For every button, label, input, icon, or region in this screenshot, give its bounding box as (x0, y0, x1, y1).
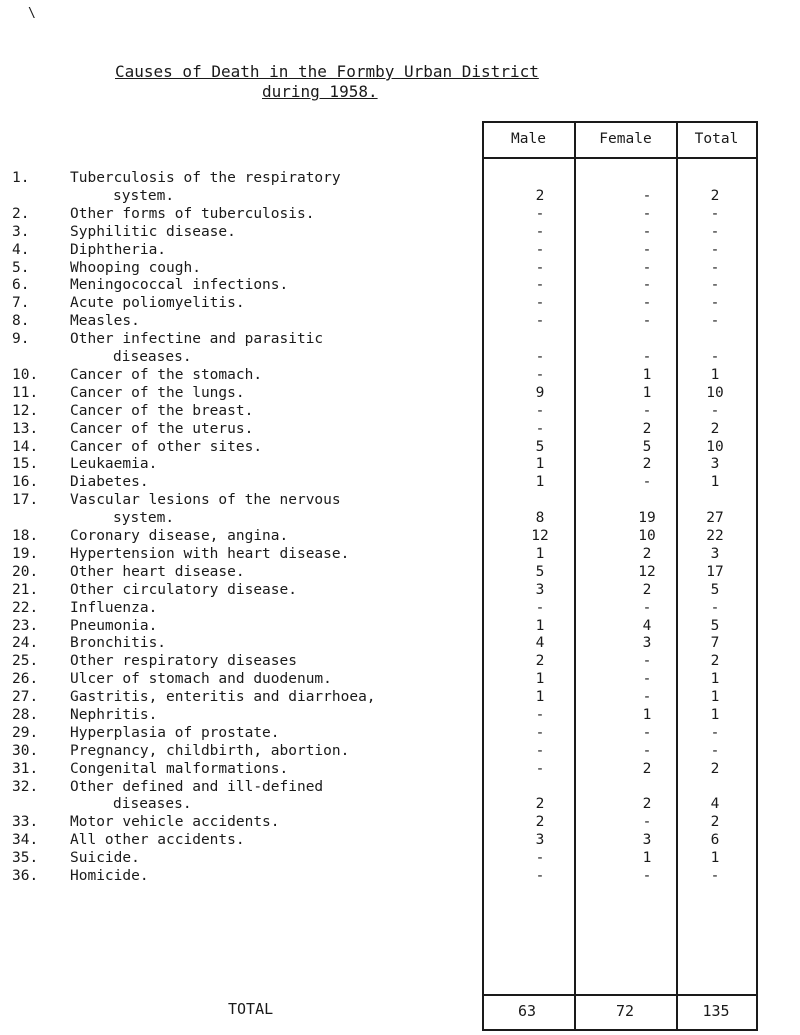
table-row (0, 689, 800, 707)
value-female: - (642, 742, 652, 759)
value-total: 1 (710, 707, 720, 723)
cause-label: Hypertension with heart disease. (70, 545, 350, 562)
row-number: 17. (12, 492, 39, 509)
value-total: - (710, 742, 720, 759)
value-male: 5 (535, 563, 545, 580)
value-total: - (710, 259, 720, 276)
row-number: 35. (12, 850, 39, 867)
value-total: 22 (706, 528, 724, 544)
row-number: 27. (12, 689, 39, 706)
value-male: 1 (535, 617, 545, 634)
row-number: 7. (12, 295, 30, 312)
table-row (0, 260, 800, 278)
cause-label: Gastritis, enteritis and diarrhoea, (70, 689, 376, 706)
value-male: 1 (535, 545, 545, 562)
table-row (0, 492, 800, 528)
value-male: 4 (535, 635, 545, 652)
value-total: 4 (710, 796, 720, 813)
value-female: - (642, 689, 652, 706)
value-total: - (710, 205, 720, 222)
value-total: 2 (710, 653, 720, 670)
value-total: 2 (710, 187, 720, 204)
value-total: - (710, 223, 720, 240)
table-row (0, 439, 800, 457)
value-female: - (642, 259, 652, 276)
value-male: - (535, 599, 545, 616)
cause-label: Homicide. (70, 868, 149, 885)
cause-label: Other defined and ill-defined (70, 778, 324, 795)
value-total: - (710, 599, 720, 616)
row-number: 21. (12, 581, 39, 598)
value-female: 1 (642, 707, 652, 723)
cause-label: Other circulatory disease. (70, 581, 297, 598)
cause-label: Motor vehicle accidents. (70, 814, 280, 831)
cause-label: Cancer of the lungs. (70, 384, 245, 401)
value-female: 2 (642, 420, 652, 437)
cause-label-continuation: diseases. (113, 796, 192, 813)
row-number: 29. (12, 724, 39, 741)
cause-label: Bronchitis. (70, 635, 167, 652)
value-male: 1 (535, 671, 545, 688)
table-row (0, 331, 800, 367)
cause-label: Measles. (70, 313, 140, 330)
value-male: - (535, 850, 545, 867)
cause-label: Leukaemia. (70, 456, 158, 473)
value-male: - (535, 402, 545, 419)
table-row (0, 600, 800, 618)
value-male: 3 (535, 832, 545, 849)
cause-label: Whooping cough. (70, 259, 201, 276)
row-number: 1. (12, 170, 30, 186)
cause-label: Hyperplasia of prostate. (70, 724, 280, 741)
column-header-male: Male (511, 131, 546, 147)
row-number: 32. (12, 778, 39, 795)
table-row (0, 671, 800, 689)
value-female: 1 (642, 850, 652, 867)
value-female: - (642, 348, 652, 365)
value-female: - (642, 814, 652, 831)
value-male: - (535, 420, 545, 437)
value-female: 2 (642, 581, 652, 598)
value-female: - (642, 474, 652, 491)
row-number: 15. (12, 456, 39, 473)
row-number: 30. (12, 742, 39, 759)
row-number: 16. (12, 474, 39, 491)
table-row (0, 528, 800, 546)
value-total: 3 (710, 456, 720, 473)
table-row (0, 635, 800, 653)
value-total: 1 (710, 689, 720, 706)
value-total: 5 (710, 581, 720, 598)
table-row (0, 277, 800, 295)
row-number: 23. (12, 617, 39, 634)
value-male: 1 (535, 456, 545, 473)
cause-label: Other respiratory diseases (70, 653, 297, 670)
cause-label: Pneumonia. (70, 617, 158, 634)
table-row (0, 868, 800, 886)
value-male: - (535, 348, 545, 365)
column-header-female: Female (599, 131, 652, 147)
value-total: 7 (710, 635, 720, 652)
cause-label: Congenital malformations. (70, 760, 289, 777)
table-row (0, 421, 800, 439)
value-total: 6 (710, 832, 720, 849)
row-number: 13. (12, 420, 39, 437)
value-female: - (642, 724, 652, 741)
page-subtitle: during 1958. (262, 82, 378, 101)
table-row (0, 618, 800, 636)
cause-label: Cancer of other sites. (70, 438, 263, 455)
value-total: 1 (710, 671, 720, 688)
table-row (0, 170, 800, 206)
value-male: 5 (535, 438, 545, 455)
value-female: - (642, 402, 652, 419)
value-female: 2 (642, 796, 652, 813)
cause-label: Cancer of the stomach. (70, 366, 263, 383)
table-row (0, 313, 800, 331)
value-male: - (535, 205, 545, 222)
cause-label: Syphilitic disease. (70, 223, 236, 240)
value-total: - (710, 868, 720, 885)
value-total: - (710, 724, 720, 741)
table-row (0, 850, 800, 868)
value-male: - (535, 223, 545, 240)
value-total: - (710, 348, 720, 365)
value-female: - (642, 223, 652, 240)
table-row (0, 653, 800, 671)
table-row (0, 474, 800, 492)
value-female: 19 (638, 510, 656, 527)
row-number: 19. (12, 545, 39, 562)
row-number: 3. (12, 223, 30, 240)
value-female: - (642, 241, 652, 258)
value-female: - (642, 653, 652, 670)
row-number: 26. (12, 671, 39, 688)
cause-label: Pregnancy, childbirth, abortion. (70, 742, 350, 759)
row-number: 33. (12, 814, 39, 831)
value-male: 1 (535, 689, 545, 706)
cause-label: Diabetes. (70, 474, 149, 491)
row-number: 6. (12, 277, 30, 294)
value-total: - (710, 241, 720, 258)
cause-label: Other forms of tuberculosis. (70, 205, 315, 222)
table-row (0, 743, 800, 761)
cause-label: Suicide. (70, 850, 140, 867)
cause-label: Cancer of the breast. (70, 402, 254, 419)
value-male: 2 (535, 187, 545, 204)
value-female: 4 (642, 617, 652, 634)
value-female: - (642, 187, 652, 204)
value-total: 1 (710, 474, 720, 491)
value-female: 12 (638, 563, 656, 580)
table-row (0, 582, 800, 600)
value-female: 2 (642, 545, 652, 562)
table-row (0, 814, 800, 832)
value-total: 27 (706, 510, 724, 527)
value-male: 2 (535, 653, 545, 670)
value-female: - (642, 599, 652, 616)
cause-label: Tuberculosis of the respiratory (70, 170, 341, 186)
cause-label: Meningococcal infections. (70, 277, 289, 294)
corner-mark: \ (28, 6, 36, 21)
value-male: - (535, 295, 545, 312)
row-number: 28. (12, 707, 39, 723)
table-row (0, 564, 800, 582)
table-row (0, 779, 800, 815)
row-number: 12. (12, 402, 39, 419)
cause-label: Other heart disease. (70, 563, 245, 580)
value-total: 5 (710, 617, 720, 634)
row-number: 10. (12, 366, 39, 383)
cause-label: All other accidents. (70, 832, 245, 849)
cause-label: Ulcer of stomach and duodenum. (70, 671, 332, 688)
value-total: 2 (710, 814, 720, 831)
cause-label: Diphtheria. (70, 241, 167, 258)
value-male: 2 (535, 814, 545, 831)
value-male: - (535, 241, 545, 258)
table-row (0, 832, 800, 850)
value-male: - (535, 313, 545, 330)
row-number: 24. (12, 635, 39, 652)
value-male: 2 (535, 796, 545, 813)
table-row (0, 725, 800, 743)
table-row (0, 707, 800, 725)
value-female: 5 (642, 438, 652, 455)
cause-label: Cancer of the uterus. (70, 420, 254, 437)
table-row (0, 403, 800, 421)
table-row (0, 367, 800, 385)
value-female: - (642, 313, 652, 330)
value-total: - (710, 295, 720, 312)
value-total: - (710, 402, 720, 419)
value-female: 2 (642, 760, 652, 777)
cause-label: Nephritis. (70, 707, 158, 723)
cause-label: Vascular lesions of the nervous (70, 492, 341, 509)
row-number: 8. (12, 313, 30, 330)
value-male: - (535, 868, 545, 885)
value-male: - (535, 366, 545, 383)
value-female: 10 (638, 528, 656, 544)
row-number: 4. (12, 241, 30, 258)
value-female: - (642, 868, 652, 885)
table-row (0, 242, 800, 260)
row-number: 2. (12, 205, 30, 222)
value-male: 9 (535, 384, 545, 401)
total-male: 63 (517, 1002, 537, 1020)
total-female: 72 (615, 1002, 635, 1020)
value-male: 3 (535, 581, 545, 598)
value-female: - (642, 671, 652, 688)
row-number: 20. (12, 563, 39, 580)
cause-label-continuation: system. (113, 510, 175, 527)
value-total: 2 (710, 420, 720, 437)
value-total: 2 (710, 760, 720, 777)
value-total: 17 (706, 563, 724, 580)
value-total: - (710, 313, 720, 330)
value-female: - (642, 295, 652, 312)
row-number: 18. (12, 528, 39, 544)
cause-label: Coronary disease, angina. (70, 528, 289, 544)
value-female: 1 (642, 366, 652, 383)
value-male: - (535, 742, 545, 759)
table-row (0, 546, 800, 564)
table-row (0, 456, 800, 474)
value-male: 12 (531, 528, 549, 544)
value-female: 3 (642, 832, 652, 849)
value-female: 2 (642, 456, 652, 473)
value-male: - (535, 760, 545, 777)
value-male: - (535, 277, 545, 294)
row-number: 14. (12, 438, 39, 455)
cause-label-continuation: system. (113, 187, 175, 204)
cause-label: Other infectine and parasitic (70, 331, 324, 348)
value-male: 1 (535, 474, 545, 491)
page-title: Causes of Death in the Formby Urban District (115, 62, 539, 81)
row-number: 5. (12, 259, 30, 276)
value-male: - (535, 259, 545, 276)
row-number: 11. (12, 384, 39, 401)
row-number: 9. (12, 331, 30, 348)
value-total: 1 (710, 850, 720, 867)
table-row (0, 206, 800, 224)
value-female: - (642, 277, 652, 294)
value-female: 3 (642, 635, 652, 652)
total-top-rule (482, 994, 758, 996)
total-bottom-rule-1 (482, 1029, 758, 1031)
value-total: 3 (710, 545, 720, 562)
row-number: 22. (12, 599, 39, 616)
cause-label: Influenza. (70, 599, 158, 616)
table-row (0, 224, 800, 242)
table-row (0, 385, 800, 403)
row-number: 36. (12, 868, 39, 885)
value-total: 1 (710, 366, 720, 383)
column-header-total: Total (694, 131, 739, 147)
row-number: 31. (12, 760, 39, 777)
cause-label-continuation: diseases. (113, 348, 192, 365)
value-total: 10 (706, 384, 724, 401)
value-male: - (535, 707, 545, 723)
total-all: 135 (702, 1002, 730, 1020)
value-total: - (710, 277, 720, 294)
value-female: - (642, 205, 652, 222)
table-row (0, 295, 800, 313)
row-number: 34. (12, 832, 39, 849)
cause-label: Acute poliomyelitis. (70, 295, 245, 312)
table-row (0, 761, 800, 779)
value-male: - (535, 724, 545, 741)
value-male: 8 (535, 510, 545, 527)
value-total: 10 (706, 438, 724, 455)
total-label: TOTAL (228, 1000, 274, 1018)
row-number: 25. (12, 653, 39, 670)
value-female: 1 (642, 384, 652, 401)
